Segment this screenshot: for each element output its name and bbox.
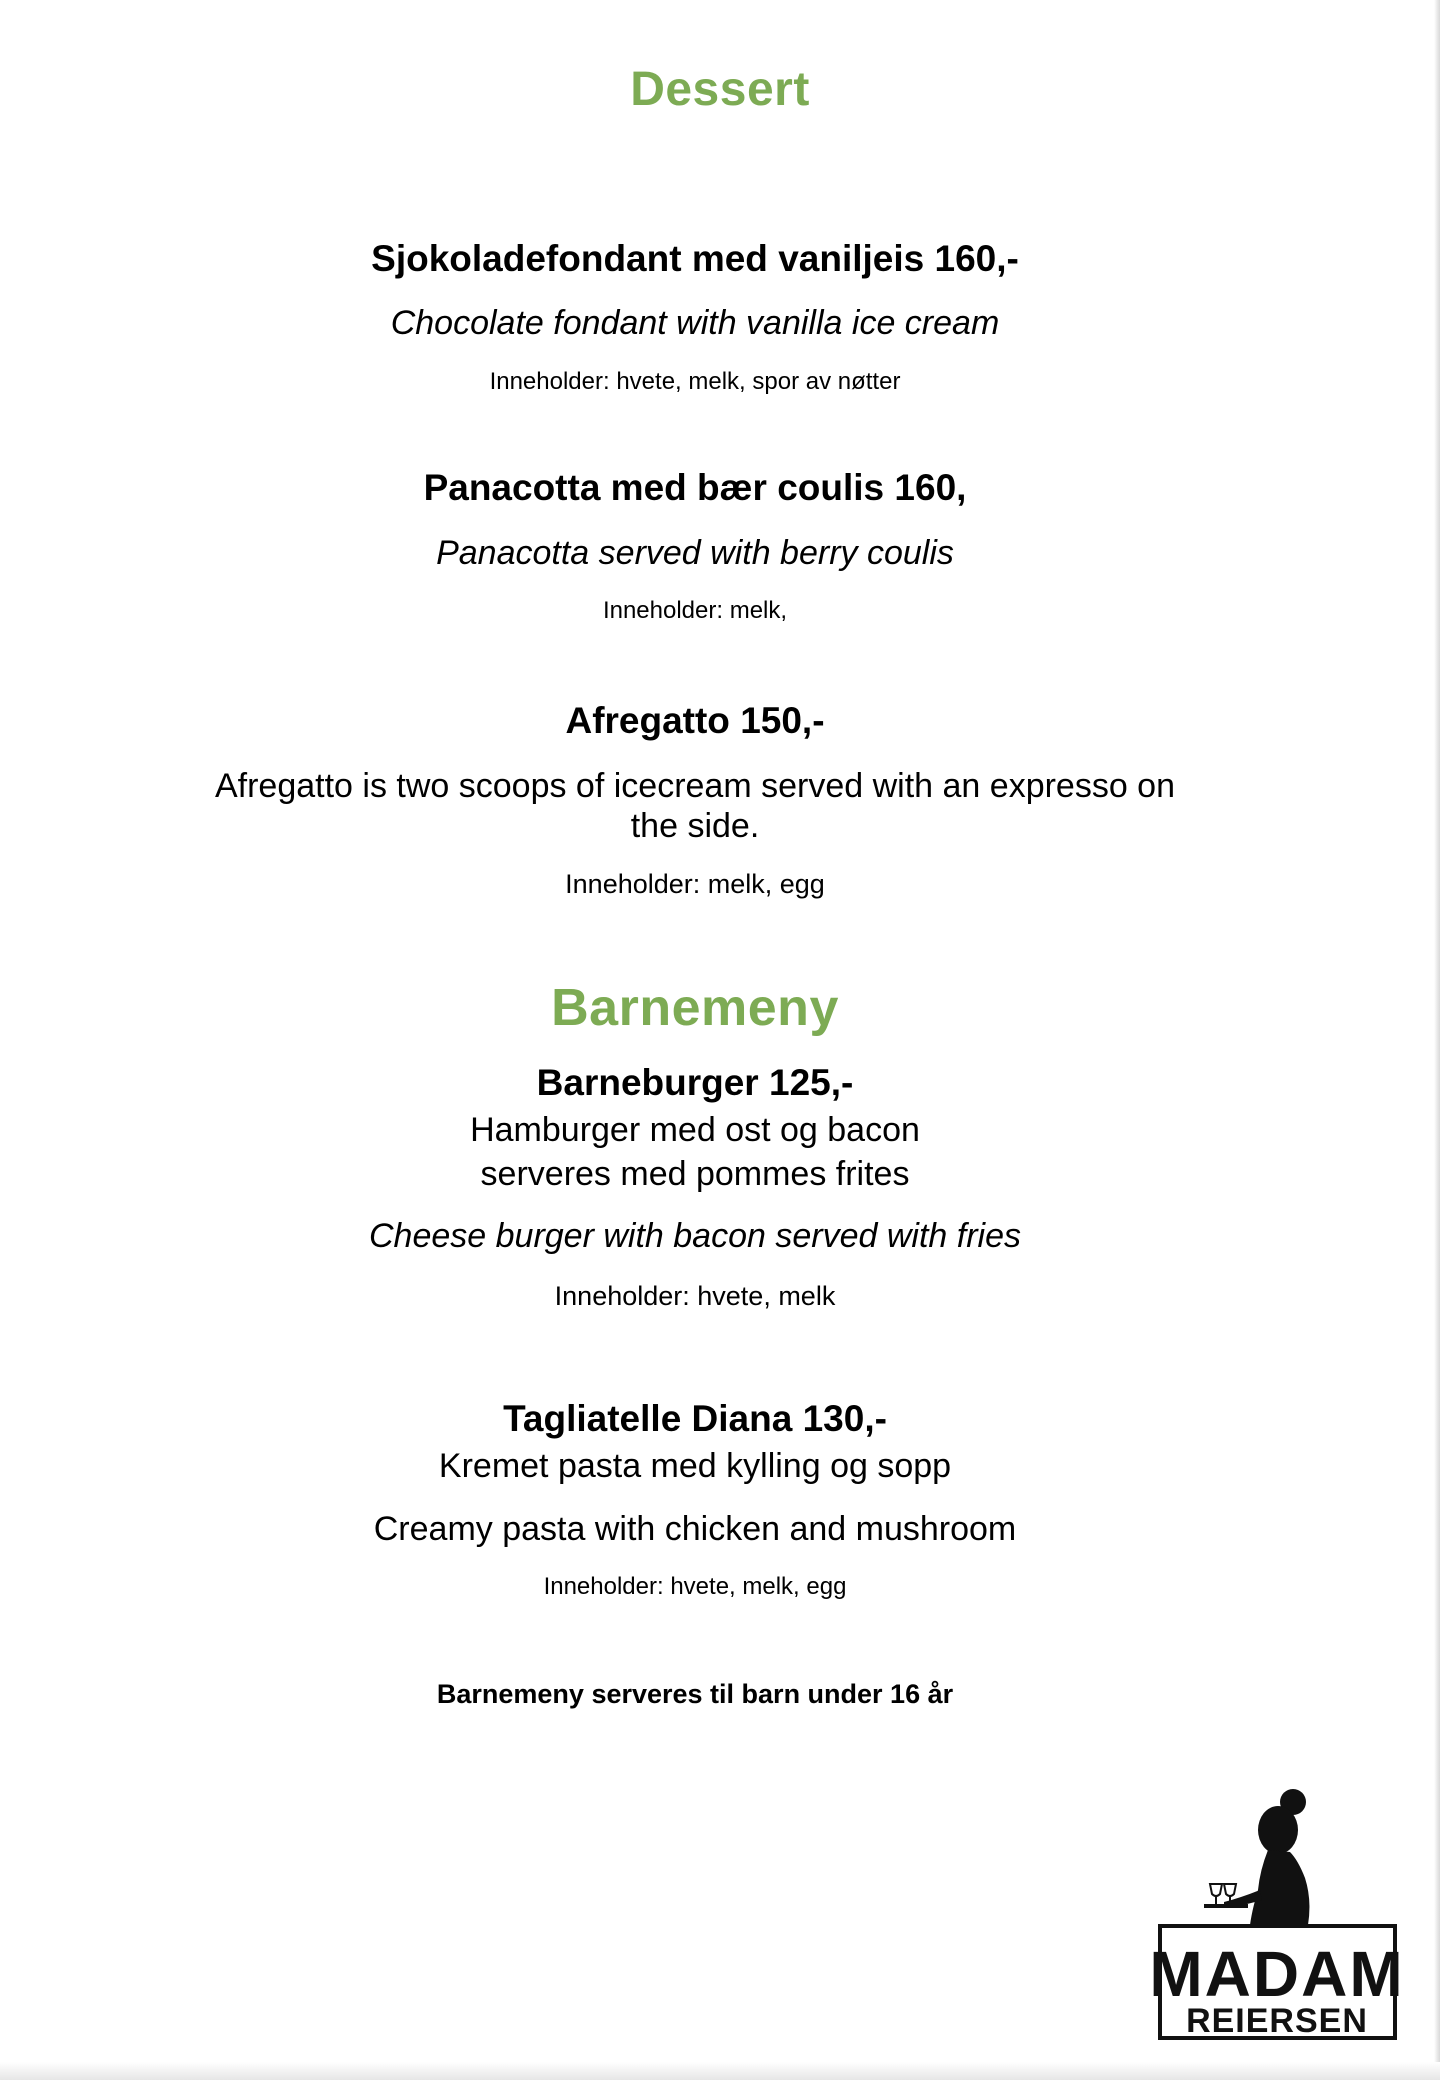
menu-item-title: Panacotta med bær coulis 160, — [423, 467, 967, 508]
dessert-heading: Dessert — [630, 63, 810, 116]
menu-item-allergens: Inneholder: hvete, melk — [554, 1281, 836, 1311]
waitress-silhouette-icon — [1140, 1780, 1415, 2055]
barnemeny-heading: Barnemeny — [551, 979, 839, 1037]
menu-item-description: the side. — [630, 807, 760, 845]
menu-item-english: Cheese burger with bacon served with fries — [369, 1217, 1021, 1255]
barnemeny-age-note: Barnemeny serveres til barn under 16 år — [436, 1679, 954, 1709]
menu-item-description: serveres med pommes frites — [480, 1155, 910, 1193]
menu-item-english: Creamy pasta with chicken and mushroom — [373, 1510, 1017, 1548]
menu-item-english: Chocolate fondant with vanilla ice cream — [390, 304, 1000, 342]
menu-item-allergens: Inneholder: hvete, melk, egg — [543, 1573, 847, 1600]
menu-item-description: Hamburger med ost og bacon — [470, 1111, 920, 1149]
menu-item-title: Afregatto 150,- — [565, 700, 825, 741]
page-bottom-shadow — [0, 2062, 1440, 2080]
menu-item-allergens: Inneholder: melk, — [602, 597, 788, 624]
menu-item-allergens: Inneholder: melk, egg — [565, 869, 825, 899]
logo-text-reiersen: REIERSEN — [1186, 2002, 1368, 2040]
menu-item-allergens: Inneholder: hvete, melk, spor av nøtter — [489, 368, 901, 395]
page-edge-shadow — [1434, 0, 1440, 2080]
menu-item-title: Sjokoladefondant med vaniljeis 160,- — [371, 238, 1019, 279]
madam-reiersen-logo — [1140, 1780, 1415, 2055]
menu-item-title: Barneburger 125,- — [536, 1062, 854, 1103]
menu-item-description: Afregatto is two scoops of icecream served with an expresso on — [214, 767, 1176, 805]
menu-item-english: Panacotta served with berry coulis — [436, 534, 954, 572]
menu-item-title: Tagliatelle Diana 130,- — [503, 1398, 887, 1439]
menu-item-description: Kremet pasta med kylling og sopp — [438, 1447, 952, 1485]
logo-text-madam: MADAM — [1149, 1938, 1405, 2010]
